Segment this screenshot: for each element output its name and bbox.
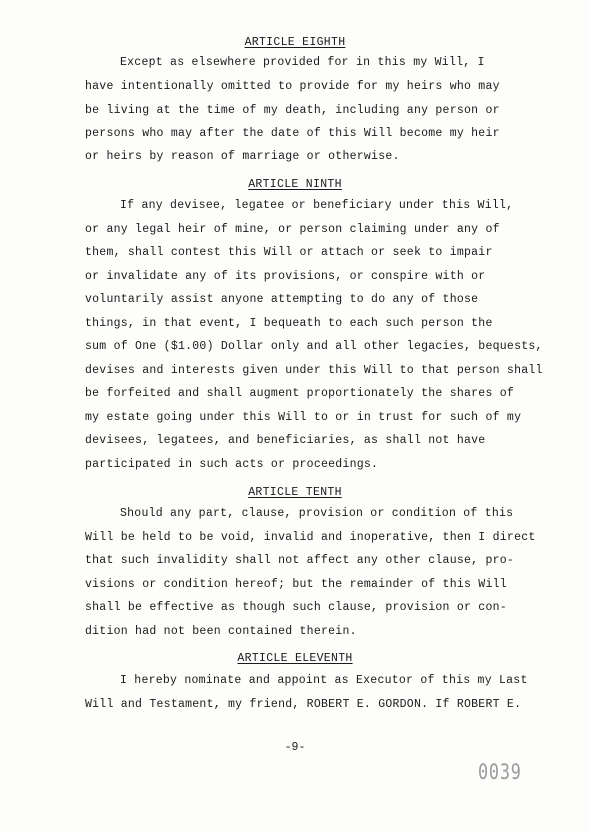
article-ninth-line: be forfeited and shall augment proportionately the shares of [85,387,515,400]
article-ninth-heading: ARTICLE NINTH [248,178,342,191]
article-tenth-line: that such invalidity shall not affect any other clause, pro- [85,554,515,567]
article-tenth-heading: ARTICLE TENTH [248,486,342,499]
article-tenth-line: visions or condition hereof; but the remainder of this Will [85,578,507,591]
article-eleventh-heading: ARTICLE ELEVENTH [237,652,353,665]
article-tenth-line: Should any part, clause, provision or condition of this [120,507,514,520]
article-ninth-line: or invalidate any of its provisions, or conspire with or [85,270,486,283]
article-eighth-heading: ARTICLE EIGHTH [244,36,346,49]
article-ninth-line: things, in that event, I bequeath to each such person the [85,317,493,330]
article-eleventh-line: Will and Testament, my friend, ROBERT E. GORDON. If ROBERT E. [85,698,522,711]
article-eleventh-line: I hereby nominate and appoint as Executor of this my Last [120,674,528,687]
bates-stamp: 0039 [478,760,522,784]
article-ninth-line: participated in such acts or proceedings. [85,458,379,471]
article-eighth-line: persons who may after the date of this Will become my heir [85,127,500,140]
article-eighth-line: Except as elsewhere provided for in this my Will, I [120,56,485,69]
article-tenth-line: dition had not been contained therein. [85,625,357,638]
article-ninth-line: or any legal heir of mine, or person claiming under any of [85,223,500,236]
article-tenth-line: shall be effective as though such clause, provision or con- [85,601,507,614]
page-number: -9- [284,741,306,754]
article-ninth-line: voluntarily assist anyone attempting to do any of those [85,293,479,306]
article-ninth-line: devises and interests given under this Will to that person shall [85,364,543,377]
article-ninth-line: sum of One ($1.00) Dollar only and all other legacies, bequests, [85,340,543,353]
article-ninth-line: them, shall contest this Will or attach or seek to impair [85,246,493,259]
article-eighth-line: have intentionally omitted to provide for my heirs who may [85,80,500,93]
article-eighth-line: or heirs by reason of marriage or otherwise. [85,150,400,163]
article-ninth-line: If any devisee, legatee or beneficiary under this Will, [120,199,514,212]
article-eighth-line: be living at the time of my death, including any person or [85,104,500,117]
article-tenth-line: Will be held to be void, invalid and inoperative, then I direct [85,531,536,544]
article-ninth-line: devisees, legatees, and beneficiaries, as shall not have [85,434,486,447]
article-ninth-line: my estate going under this Will to or in trust for such of my [85,411,522,424]
